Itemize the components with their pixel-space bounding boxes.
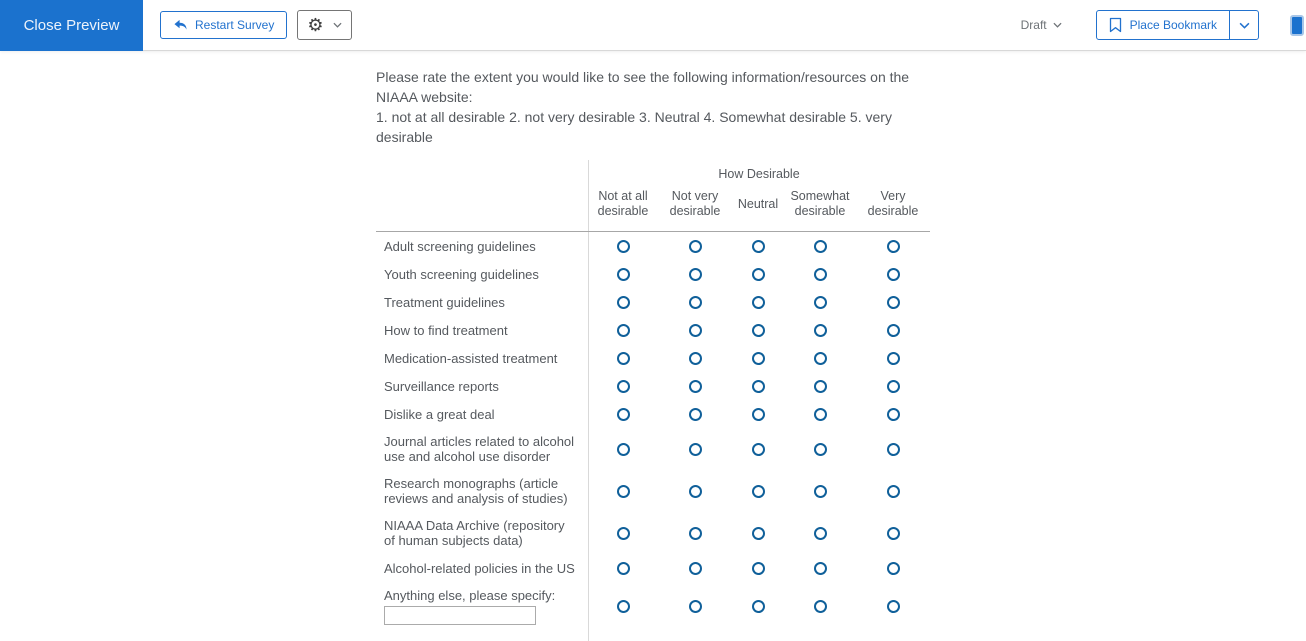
radio-button[interactable] (814, 268, 827, 281)
radio-button[interactable] (689, 600, 702, 613)
radio-cell (732, 428, 784, 470)
radio-cell (784, 316, 856, 344)
radio-button[interactable] (617, 352, 630, 365)
preview-options-button[interactable] (297, 10, 351, 40)
draft-version-dropdown[interactable] (1021, 18, 1062, 32)
radio-button[interactable] (752, 408, 765, 421)
row-label: Treatment guidelines (384, 294, 505, 310)
row-label: Journal articles related to alcohol use and alcohol use disorder (384, 434, 575, 464)
radio-button[interactable] (617, 380, 630, 393)
radio-cell (732, 316, 784, 344)
radio-button[interactable] (689, 527, 702, 540)
radio-cell (588, 372, 658, 400)
column-header: Not very desirable (669, 189, 721, 218)
radio-cell (588, 512, 658, 554)
matrix-row-label-cell (376, 260, 588, 288)
mobile-preview-icon[interactable] (1290, 15, 1304, 36)
matrix-row-label-cell (376, 512, 588, 554)
radio-cell (856, 428, 930, 470)
column-header: Not at all desirable (597, 189, 649, 218)
radio-cell (732, 288, 784, 316)
radio-cell (856, 372, 930, 400)
chevron-down-icon (1053, 22, 1062, 28)
row-label: NIAAA Data Archive (repository of human subjects data) (384, 518, 565, 548)
chevron-down-icon (1239, 22, 1250, 29)
radio-cell (658, 288, 732, 316)
radio-button[interactable] (752, 240, 765, 253)
matrix-row-label-cell (376, 554, 588, 582)
radio-cell (856, 260, 930, 288)
radio-button[interactable] (887, 380, 900, 393)
chevron-down-icon (333, 22, 342, 28)
restart-survey-label: Restart Survey (195, 18, 275, 32)
radio-cell (588, 400, 658, 428)
radio-cell (856, 512, 930, 554)
radio-cell (658, 582, 732, 631)
radio-button[interactable] (689, 324, 702, 337)
radio-cell (588, 470, 658, 512)
radio-button[interactable] (617, 408, 630, 421)
preview-toolbar (0, 0, 1306, 51)
radio-button[interactable] (814, 380, 827, 393)
radio-button[interactable] (814, 324, 827, 337)
radio-cell (856, 288, 930, 316)
row-label: Alcohol-related policies in the US (384, 560, 575, 576)
question-text (376, 67, 930, 147)
radio-cell (732, 470, 784, 512)
radio-button[interactable] (689, 380, 702, 393)
radio-cell (856, 344, 930, 372)
row-label: Anything else, please specify: (384, 588, 556, 603)
place-bookmark-split-button (1096, 10, 1259, 40)
radio-cell (658, 470, 732, 512)
radio-cell (658, 512, 732, 554)
radio-cell (588, 260, 658, 288)
close-preview-button[interactable]: Close Preview (0, 0, 143, 51)
radio-cell (588, 288, 658, 316)
radio-button[interactable] (814, 600, 827, 613)
radio-cell (658, 554, 732, 582)
matrix-row-label-cell (376, 428, 588, 470)
radio-cell (732, 232, 784, 260)
radio-cell (658, 232, 732, 260)
bookmark-dropdown-button[interactable] (1229, 11, 1258, 39)
matrix-row-label-cell (376, 316, 588, 344)
place-bookmark-button[interactable] (1097, 11, 1229, 39)
radio-cell (784, 400, 856, 428)
radio-cell (658, 260, 732, 288)
other-specify-input[interactable] (384, 606, 536, 625)
radio-button[interactable] (887, 562, 900, 575)
radio-button[interactable] (752, 527, 765, 540)
radio-button[interactable] (617, 562, 630, 575)
radio-button[interactable] (814, 240, 827, 253)
restart-arrow-icon (173, 19, 188, 32)
radio-cell (784, 260, 856, 288)
radio-cell (658, 344, 732, 372)
row-label: Surveillance reports (384, 378, 499, 394)
radio-cell (658, 400, 732, 428)
radio-cell (658, 372, 732, 400)
radio-cell (732, 400, 784, 428)
radio-button[interactable] (887, 268, 900, 281)
radio-button[interactable] (689, 485, 702, 498)
radio-cell (784, 288, 856, 316)
radio-cell (784, 428, 856, 470)
row-label: How to find treatment (384, 322, 508, 338)
radio-button[interactable] (887, 352, 900, 365)
draft-label: Draft (1020, 18, 1047, 32)
radio-button[interactable] (617, 485, 630, 498)
radio-button[interactable] (689, 296, 702, 309)
radio-cell (732, 554, 784, 582)
radio-button[interactable] (689, 562, 702, 575)
radio-cell (784, 232, 856, 260)
radio-button[interactable] (752, 380, 765, 393)
place-bookmark-label: Place Bookmark (1129, 18, 1217, 32)
radio-button[interactable] (689, 443, 702, 456)
radio-button[interactable] (814, 485, 827, 498)
radio-button[interactable] (752, 600, 765, 613)
matrix-row-label-cell (376, 344, 588, 372)
radio-button[interactable] (887, 600, 900, 613)
radio-cell (784, 582, 856, 631)
matrix-row-label-cell (376, 470, 588, 512)
question-scale-line: 1. not at all desirable 2. not very desirable 3. Neutral 4. Somewhat desirable 5. very desirable (376, 109, 892, 145)
radio-cell (732, 372, 784, 400)
radio-button[interactable] (887, 324, 900, 337)
radio-cell (588, 582, 658, 631)
radio-button[interactable] (752, 352, 765, 365)
row-label: Dislike a great deal (384, 406, 495, 422)
radio-cell (784, 470, 856, 512)
radio-cell (588, 232, 658, 260)
bookmark-icon (1109, 17, 1122, 33)
matrix-row-label-cell (376, 372, 588, 400)
radio-button[interactable] (887, 443, 900, 456)
radio-button[interactable] (814, 408, 827, 421)
radio-button[interactable] (887, 408, 900, 421)
matrix-row-label-cell (376, 582, 588, 631)
radio-button[interactable] (617, 324, 630, 337)
radio-cell (856, 470, 930, 512)
radio-button[interactable] (689, 268, 702, 281)
restart-survey-button[interactable] (160, 11, 287, 39)
radio-cell (784, 372, 856, 400)
radio-button[interactable] (887, 296, 900, 309)
radio-button[interactable] (617, 527, 630, 540)
matrix-row-label-cell (376, 232, 588, 260)
radio-button[interactable] (752, 268, 765, 281)
radio-cell (856, 400, 930, 428)
radio-button[interactable] (617, 296, 630, 309)
radio-cell (732, 582, 784, 631)
radio-button[interactable] (887, 527, 900, 540)
radio-cell (784, 344, 856, 372)
column-header: Neutral (737, 196, 779, 211)
radio-cell (732, 344, 784, 372)
matrix-corner (376, 187, 588, 231)
radio-button[interactable] (752, 562, 765, 575)
radio-cell (588, 554, 658, 582)
radio-cell (588, 344, 658, 372)
radio-button[interactable] (752, 324, 765, 337)
radio-button[interactable] (887, 240, 900, 253)
matrix-grid (376, 160, 930, 631)
radio-cell (732, 512, 784, 554)
row-label: Medication-assisted treatment (384, 350, 558, 366)
radio-button[interactable] (752, 443, 765, 456)
radio-cell (856, 316, 930, 344)
radio-button[interactable] (814, 352, 827, 365)
radio-cell (658, 316, 732, 344)
radio-button[interactable] (814, 527, 827, 540)
radio-cell (732, 260, 784, 288)
radio-button[interactable] (814, 296, 827, 309)
radio-button[interactable] (752, 485, 765, 498)
matrix-row-label-cell (376, 288, 588, 316)
radio-button[interactable] (689, 240, 702, 253)
radio-cell (784, 512, 856, 554)
radio-button[interactable] (617, 268, 630, 281)
radio-cell (588, 428, 658, 470)
matrix-group-header: How Desirable (718, 167, 800, 181)
survey-question-container (376, 67, 930, 641)
radio-button[interactable] (814, 562, 827, 575)
radio-button[interactable] (752, 296, 765, 309)
radio-button[interactable] (617, 240, 630, 253)
matrix-row-label-cell (376, 400, 588, 428)
matrix-corner (376, 160, 588, 187)
row-label: Adult screening guidelines (384, 238, 536, 254)
radio-button[interactable] (689, 352, 702, 365)
radio-cell (856, 582, 930, 631)
row-label: Youth screening guidelines (384, 266, 539, 282)
radio-cell (784, 554, 856, 582)
column-header: Somewhat desirable (790, 189, 850, 218)
gear-icon: ⚙ (307, 15, 324, 35)
radio-button[interactable] (617, 443, 630, 456)
radio-button[interactable] (689, 408, 702, 421)
question-intro: Please rate the extent you would like to see the following information/resources on the NIAAA website: (376, 69, 910, 105)
radio-button[interactable] (617, 600, 630, 613)
row-label: Research monographs (article reviews and analysis of studies) (384, 476, 568, 506)
matrix-table (376, 160, 930, 641)
column-header: Very desirable (867, 189, 919, 218)
radio-cell (856, 554, 930, 582)
radio-button[interactable] (814, 443, 827, 456)
radio-button[interactable] (887, 485, 900, 498)
radio-cell (856, 232, 930, 260)
radio-cell (588, 316, 658, 344)
radio-cell (658, 428, 732, 470)
